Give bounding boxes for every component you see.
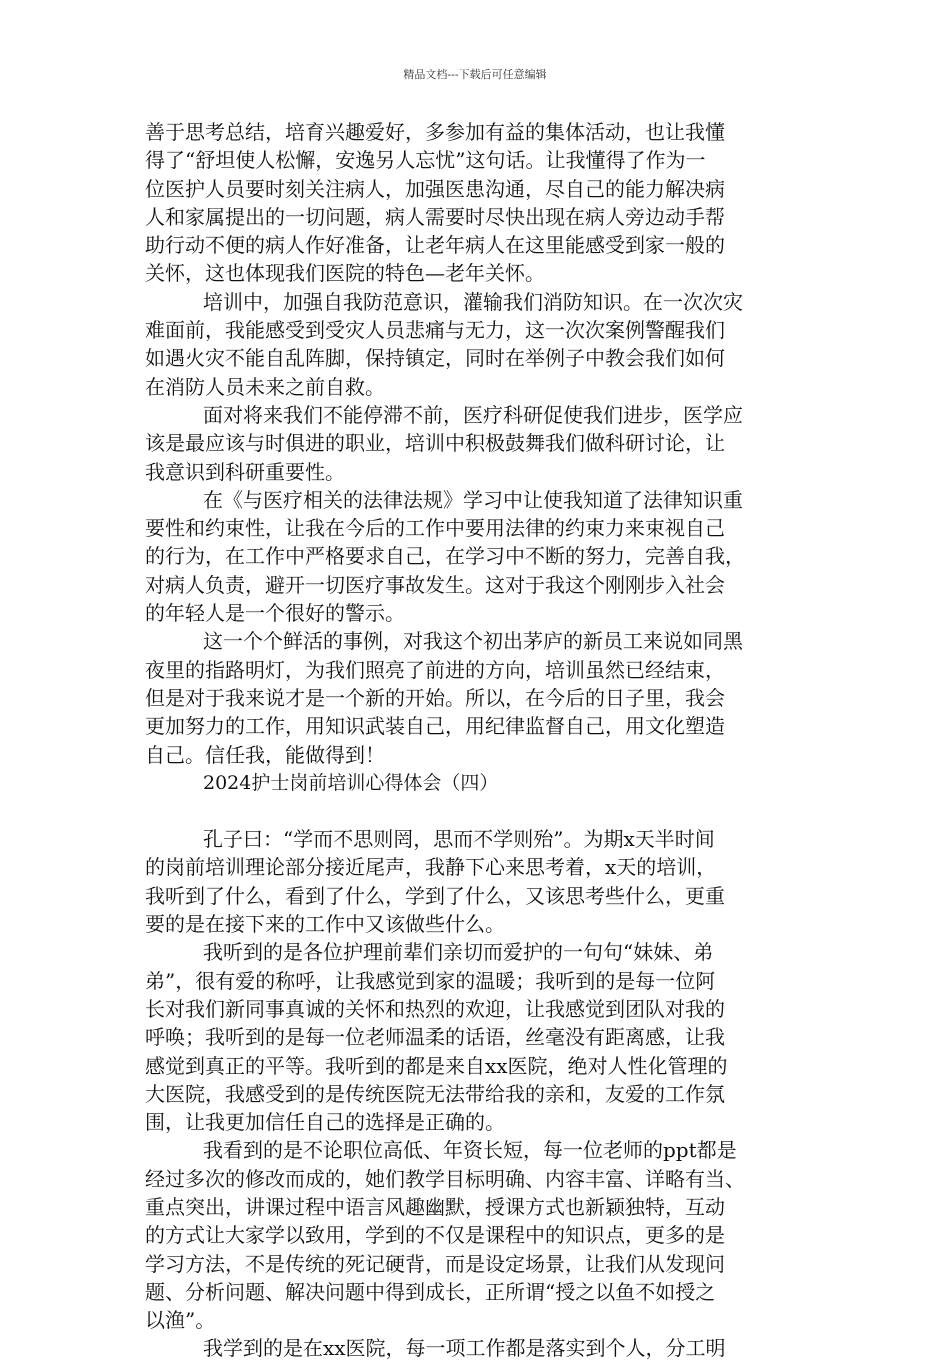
- text-line: 得了“舒坦使人松懈，安逸另人忘忧”这句话。让我懂得了作为一: [145, 148, 706, 173]
- text-line: 我学到的是在xx医院，每一项工作都是落实到个人，分工明: [203, 1336, 726, 1361]
- text-line: 要的是在接下来的工作中又该做些什么。: [145, 912, 505, 937]
- text-line: 难面前，我能感受到受灾人员悲痛与无力，这一次次案例警醒我们: [145, 318, 725, 343]
- text-line: 我听到的是各位护理前辈们亲切而爱护的一句句“妹妹、弟: [203, 940, 714, 965]
- text-line: 要性和约束性，让我在今后的工作中要用法律的约束力来束视自己: [145, 516, 725, 541]
- text-line: 在消防人员未来之前自救。: [145, 374, 385, 399]
- text-line: 我意识到科研重要性。: [145, 459, 345, 484]
- page-header: 精品文档---下载后可任意编辑: [403, 68, 547, 81]
- text-line: 的行为，在工作中严格要求自己，在学习中不断的努力，完善自我，: [145, 544, 745, 569]
- text-line: 学习方法，不是传统的死记硬背，而是设定场景，让我们从发现问: [145, 1251, 725, 1276]
- text-line: 这一个个鲜活的事例，对我这个初出茅庐的新员工来说如同黑: [203, 629, 743, 654]
- text-line: 助行动不便的病人作好准备，让老年病人在这里能感受到家一般的: [145, 233, 725, 258]
- text-line: 关怀，这也体现我们医院的特色—老年关怀。: [145, 261, 545, 286]
- text-line: 更加努力的工作，用知识武装自己，用纪律监督自己，用文化塑造: [145, 714, 725, 739]
- text-line: 但是对于我来说才是一个新的开始。所以，在今后的日子里，我会: [145, 685, 725, 710]
- text-line: 的岗前培训理论部分接近尾声，我静下心来思考着，x天的培训，: [145, 855, 717, 880]
- text-line: 自己。信任我，能做得到！: [145, 742, 385, 767]
- text-line: 在《与医疗相关的法律法规》学习中让使我知道了法律知识重: [203, 487, 743, 512]
- text-line: 夜里的指路明灯，为我们照亮了前进的方向，培训虽然已经结束，: [145, 657, 725, 682]
- text-line: 人和家属提出的一切问题，病人需要时尽快出现在病人旁边动手帮: [145, 204, 725, 229]
- text-line: 经过多次的修改而成的，她们教学目标明确、内容丰富、详略有当、: [145, 1166, 745, 1191]
- text-line: 培训中，加强自我防范意识，灌输我们消防知识。在一次次灾: [203, 289, 743, 314]
- text-line: 以渔”。: [145, 1308, 216, 1333]
- document-body: [145, 118, 810, 1363]
- text-line: 弟”，很有爱的称呼，让我感觉到家的温暖；我听到的是每一位阿: [145, 968, 716, 993]
- text-line: 的年轻人是一个很好的警示。: [145, 601, 405, 626]
- text-line: 我看到的是不论职位高低、年资长短，每一位老师的ppt都是: [203, 1138, 737, 1163]
- text-line: 如遇火灾不能自乱阵脚，保持镇定，同时在举例子中教会我们如何: [145, 346, 725, 371]
- text-line: 我听到了什么，看到了什么，学到了什么，又该思考些什么，更重: [145, 883, 725, 908]
- text-line: 重点突出，讲课过程中语言风趣幽默，授课方式也新颖独特，互动: [145, 1194, 725, 1219]
- blank-line: [145, 797, 810, 825]
- text-line: 的方式让大家学以致用，学到的不仅是课程中的知识点，更多的是: [145, 1223, 725, 1248]
- text-line: 围，让我更加信任自己的选择是正确的。: [145, 1110, 505, 1135]
- text-line: 感觉到真正的平等。我听到的都是来自xx医院，绝对人性化管理的: [145, 1053, 728, 1078]
- text-line: 呼唤；我听到的是每一位老师温柔的话语，丝毫没有距离感，让我: [145, 1025, 725, 1050]
- text-line: 大医院，我感受到的是传统医院无法带给我的亲和，友爱的工作氛: [145, 1081, 725, 1106]
- text-line: 对病人负责，避开一切医疗事故发生。这对于我这个刚刚步入社会: [145, 572, 725, 597]
- text-line: 长对我们新同事真诚的关怀和热烈的欢迎，让我感觉到团队对我的: [145, 996, 725, 1021]
- text-line: 善于思考总结，培育兴趣爱好，多参加有益的集体活动，也让我懂: [145, 120, 725, 144]
- text-line: 面对将来我们不能停滞不前，医疗科研促使我们进步，医学应: [203, 402, 743, 427]
- text-line: 题、分析问题、解决问题中得到成长，正所谓“授之以鱼不如授之: [145, 1279, 716, 1304]
- text-line: 位医护人员要时刻关注病人，加强医患沟通，尽自己的能力解决病: [145, 176, 725, 201]
- text-line: 该是最应该与时俱进的职业，培训中积极鼓舞我们做科研讨论，让: [145, 431, 725, 456]
- text-line: 孔子曰：“学而不思则罔，思而不学则殆”。为期x天半时间: [203, 827, 715, 852]
- section-title: 2024护士岗前培训心得体会（四）: [203, 771, 499, 794]
